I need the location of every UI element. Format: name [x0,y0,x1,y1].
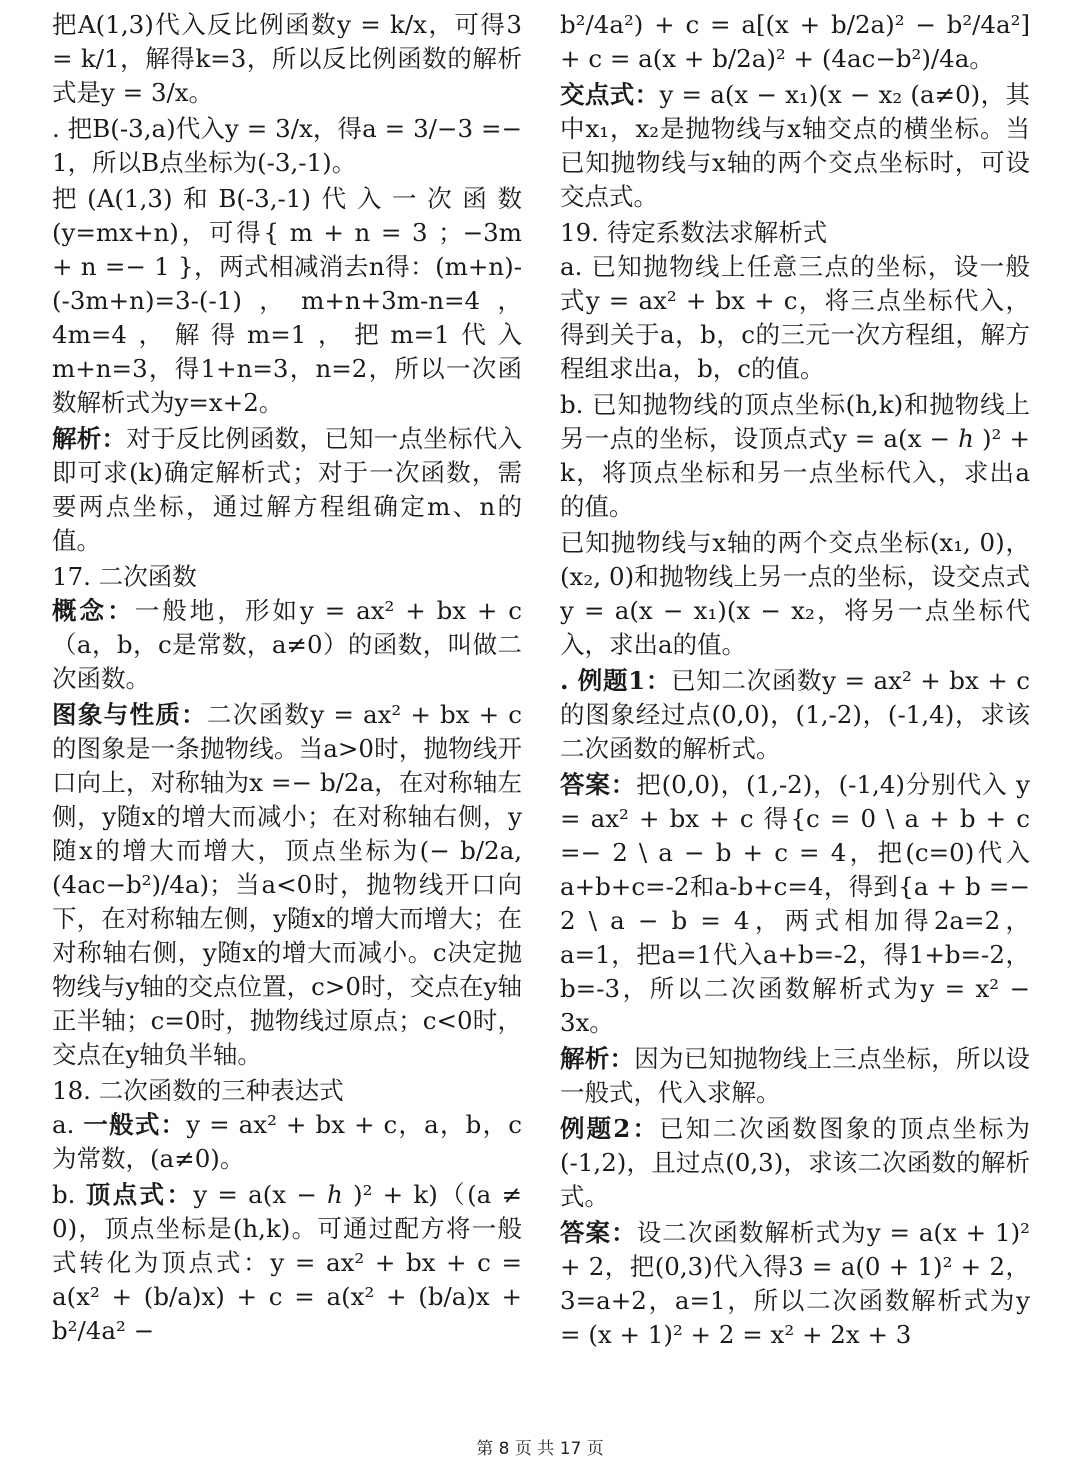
label-vertex-form: 顶点式： [85,1180,194,1209]
paragraph-text: y = a(x − ℎ )² + k)（(a ≠ 0)，顶点坐标是(h,k)。可通过配方将一般式转化为顶点式：y = ax² + bx + c = a(x² + (b/a)x) + c = a(x² + (b/a)x + b²/4a² − [52,1180,523,1345]
item-prefix: a. [52,1110,84,1139]
label-intercept-form: 交点式： [560,80,660,109]
label-analysis: 解析： [52,424,127,453]
paragraph [560,1112,1030,1214]
left-column [52,8,522,1350]
paragraph [52,594,522,696]
paragraph [52,1108,522,1176]
right-column [560,8,1030,1354]
paragraph-text: 二次函数y = ax² + bx + c的图象是一条抛物线。当a>0时，抛物线开口向上，对称轴为x =− b/2a，在对称轴左侧，y随x的增大而减小；在对称轴右侧，y随x的增大而增大，顶点坐标为(− b/2a, (4ac−b²)/4a)；当a<0时，抛物线开口向下，在对称轴左侧，y随x的增大而增大；在对称轴右侧，y随x的增大而减小。c决定抛物线与y轴的交点位置，c>0时，交点在y轴正半轴；c=0时，抛物线过原点；c<0时，交点在y轴负半轴。 [52,700,522,1069]
paragraph-text: 设二次函数解析式为y = a(x + 1)² + 2，把(0,3)代入得3 = a(0 + 1)² + 2，3=a+2，a=1，所以二次函数解析式为y = (x + 1)² + 2 = x² + 2x + 3 [560,1218,1030,1349]
paragraph: 把A(1,3)代入反比例函数y = k/x，可得3 = k/1，解得k=3，所以反比例函数的解析式是y = 3/x。 [52,10,522,107]
label-concept: 概念： [52,596,135,625]
paragraph [52,1178,522,1348]
paragraph-text: y = ax² + bx + c，a，b，c为常数，(a≠0)。 [52,1110,523,1173]
paragraph: b²/4a²) + c = a[(x + b/2a)² − b²/4a²] + c = a(x + b/2a)² + (4ac−b²)/4a。 [560,10,1030,73]
label-general-form: 一般式： [83,1110,187,1139]
paragraph: . 把B(-3,a)代入y = 3/x，得a = 3/−3 =− 1，所以B点坐标为(-3,-1)。 [52,114,522,177]
paragraph: a. 已知抛物线上任意三点的坐标，设一般式y = ax² + bx + c，将三点坐标代入，得到关于a，b，c的三元一次方程组，解方程组求出a，b，c的值。 [560,252,1030,383]
paragraph [560,1042,1030,1110]
label-answer: 答案： [560,1218,637,1247]
label-answer: 答案： [560,770,637,799]
label-example-1: . 例题1： [560,666,672,695]
paragraph [52,698,522,1072]
paragraph [560,768,1030,1040]
section-heading-19: 19. 待定系数法求解析式 [560,218,828,247]
paragraph-text: 已知二次函数图象的顶点坐标为(-1,2)，且过点(0,3)，求该二次函数的解析式。 [560,1114,1030,1211]
paragraph-text: 已知二次函数y = ax² + bx + c的图象经过点(0,0)，(1,-2)，(-1,4)，求该二次函数的解析式。 [560,666,1031,763]
paragraph-text: 因为已知抛物线上三点坐标，所以设一般式，代入求解。 [560,1044,1030,1107]
page-footer: 第 8 页 共 17 页 [476,1439,604,1459]
paragraph [560,664,1030,766]
item-prefix: b. [52,1180,86,1209]
paragraph [560,78,1030,214]
paragraph-text: y = a(x − x₁)(x − x₂ (a≠0)，其中x₁，x₂是抛物线与x轴交点的横坐标。当已知抛物线与x轴的两个交点坐标时，可设交点式。 [560,80,1030,211]
paragraph [52,422,522,558]
paragraph-text: 把(0,0)，(1,-2)，(-1,4)分别代入 y = ax² + bx + c 得{c = 0 \ a + b + c =− 2 \ a − b + c = 4，把(c=0)代入a+b+c=-2和a-b+c=4，得到{a + b =− 2 \ a − b = 4，两式相加得2a=2，a=1，把a=1代入a+b=-2，得1+b=-2，b=-3，所以二次函数解析式为y = x² − 3x。 [560,770,1030,1037]
paragraph-text: 一般地，形如y = ax² + bx + c（a，b，c是常数，a≠0）的函数，叫做二次函数。 [52,596,523,693]
section-heading-17: 17. 二次函数 [52,562,197,591]
paragraph: 把(A(1,3)和B(-3,-1)代入一次函数(y=mx+n)，可得{ m + n = 3 ；−3m + n =− 1 }，两式相减消去n得：(m+n)-(-3m+n)=3-(-1)，m+n+3m-n=4，4m=4，解得m=1，把m=1代入m+n=3，得1+n=3，n=2，所以一次函数解析式为y=x+2。 [52,184,522,417]
section-heading-18: 18. 二次函数的三种表达式 [52,1076,344,1105]
paragraph-text: 对于反比例函数，已知一点坐标代入即可求(k)确定解析式；对于一次函数，需要两点坐标，通过解方程组确定m、n的值。 [52,424,522,555]
label-graph-properties: 图象与性质： [52,700,208,729]
label-example-2: 例题2： [560,1114,660,1143]
paragraph: b. 已知抛物线的顶点坐标(h,k)和抛物线上另一点的坐标，设顶点式y = a(x − ℎ )² + k，将顶点坐标和另一点坐标代入，求出a的值。 [560,390,1030,521]
label-analysis: 解析： [560,1044,635,1073]
paragraph [560,1216,1030,1352]
paragraph: 已知抛物线与x轴的两个交点坐标(x₁, 0)，(x₂, 0)和抛物线上另一点的坐标，设交点式y = a(x − x₁)(x − x₂，将另一点坐标代入，求出a的值。 [560,528,1030,659]
